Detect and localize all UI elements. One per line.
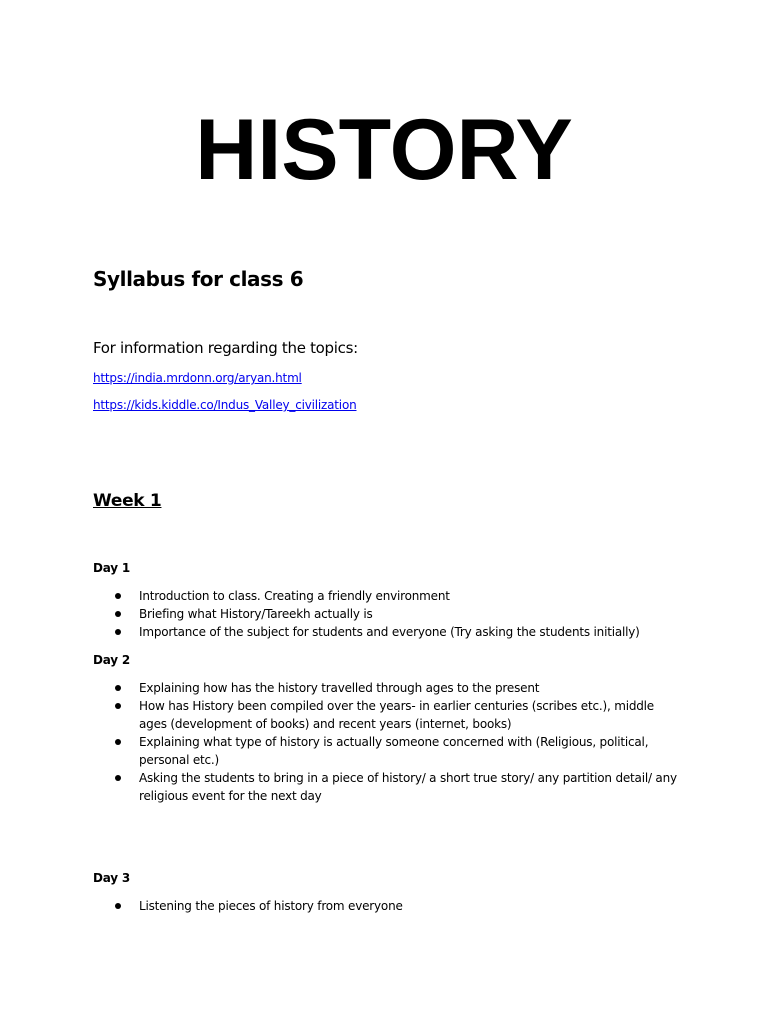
list-item-text: Introduction to class. Creating a friendly environment <box>139 589 450 603</box>
bullet-icon <box>115 903 121 909</box>
bullet-icon <box>115 629 121 635</box>
list-item-text: Asking the students to bring in a piece of history/ a short true story/ any partition detail/ any religious event for the next day <box>139 771 677 803</box>
bullet-icon <box>115 685 121 691</box>
day-1-list <box>0 587 684 641</box>
bullet-icon <box>115 593 121 599</box>
bullet-icon <box>115 775 121 781</box>
list-item <box>0 733 684 769</box>
reference-link-aryan[interactable]: https://india.mrdonn.org/aryan.html <box>93 371 302 385</box>
document-title: HISTORY <box>195 102 573 198</box>
bullet-icon <box>115 739 121 745</box>
list-item <box>0 697 684 733</box>
list-item <box>0 605 684 623</box>
syllabus-subtitle: Syllabus for class 6 <box>93 267 304 291</box>
week-heading: Week 1 <box>93 491 162 511</box>
list-item-text: Explaining how has the history travelled through ages to the present <box>139 681 540 695</box>
day-2-list <box>0 679 684 805</box>
list-item <box>0 587 684 605</box>
bullet-icon <box>115 611 121 617</box>
list-item <box>0 623 684 641</box>
day-heading: Day 3 <box>93 871 131 885</box>
day-3-list <box>0 897 684 915</box>
list-item-text: Importance of the subject for students and everyone (Try asking the students initially) <box>139 625 640 639</box>
list-item-text: How has History been compiled over the years- in earlier centuries (scribes etc.), middle ages (development of books) and recent years (internet, books) <box>139 699 654 731</box>
day-heading: Day 1 <box>93 561 131 575</box>
list-item <box>0 897 684 915</box>
day-heading: Day 2 <box>93 653 131 667</box>
list-item-text: Listening the pieces of history from everyone <box>139 899 403 913</box>
info-text: For information regarding the topics: <box>93 339 358 357</box>
list-item <box>0 679 684 697</box>
bullet-icon <box>115 703 121 709</box>
list-item <box>0 769 684 805</box>
list-item-text: Explaining what type of history is actually someone concerned with (Religious, political, personal etc.) <box>139 735 649 767</box>
reference-link-indus-valley[interactable]: https://kids.kiddle.co/Indus_Valley_civilization <box>93 398 357 412</box>
list-item-text: Briefing what History/Tareekh actually is <box>139 607 373 621</box>
